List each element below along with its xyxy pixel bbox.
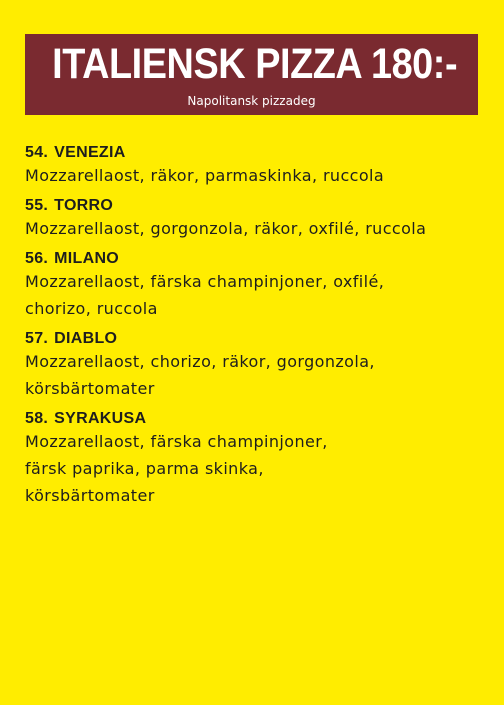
menu-item-number: 55. — [25, 197, 49, 214]
menu-item-title — [25, 197, 485, 215]
menu-item-ingredients — [25, 348, 485, 402]
ingredients-line: färsk paprika, parma skinka, — [25, 459, 264, 478]
menu-item-title — [25, 330, 485, 348]
menu-item-number: 56. — [25, 250, 49, 267]
menu-item-name: TORRO — [54, 197, 114, 214]
menu-item-ingredients — [25, 428, 485, 509]
menu-item-number: 54. — [25, 144, 49, 161]
menu-item-name: MILANO — [54, 250, 120, 267]
menu-item-syrakusa — [25, 410, 485, 509]
menu-item-venezia — [25, 144, 485, 189]
page-subtitle: Napolitansk pizzadeg — [187, 94, 316, 108]
menu-item-title — [25, 144, 485, 162]
ingredients-line: Mozzarellaost, färska champinjoner, oxfilé, — [25, 272, 385, 291]
menu-item-title — [25, 250, 485, 268]
ingredients-line: Mozzarellaost, gorgonzola, räkor, oxfilé, ruccola — [25, 219, 427, 238]
menu-item-ingredients — [25, 215, 485, 242]
menu-header — [25, 34, 478, 115]
menu-item-milano — [25, 250, 485, 322]
menu-item-ingredients — [25, 162, 485, 189]
ingredients-line: Mozzarellaost, chorizo, räkor, gorgonzola, — [25, 352, 375, 371]
ingredients-line: körsbärtomater — [25, 486, 155, 505]
ingredients-line: Mozzarellaost, räkor, parmaskinka, ruccola — [25, 166, 385, 185]
menu-item-ingredients — [25, 268, 485, 322]
menu-item-name: SYRAKUSA — [54, 410, 147, 427]
menu-item-name: DIABLO — [54, 330, 118, 347]
menu-item-number: 58. — [25, 410, 49, 427]
ingredients-line: körsbärtomater — [25, 379, 155, 398]
pizza-menu-list — [25, 144, 485, 517]
menu-item-torro — [25, 197, 485, 242]
ingredients-line: Mozzarellaost, färska champinjoner, — [25, 432, 328, 451]
menu-item-number: 57. — [25, 330, 49, 347]
ingredients-line: chorizo, ruccola — [25, 299, 158, 318]
menu-item-name: VENEZIA — [54, 144, 126, 161]
menu-item-diablo — [25, 330, 485, 402]
menu-item-title — [25, 410, 485, 428]
page-title: ITALIENSK PIZZA 180:- — [52, 40, 458, 88]
